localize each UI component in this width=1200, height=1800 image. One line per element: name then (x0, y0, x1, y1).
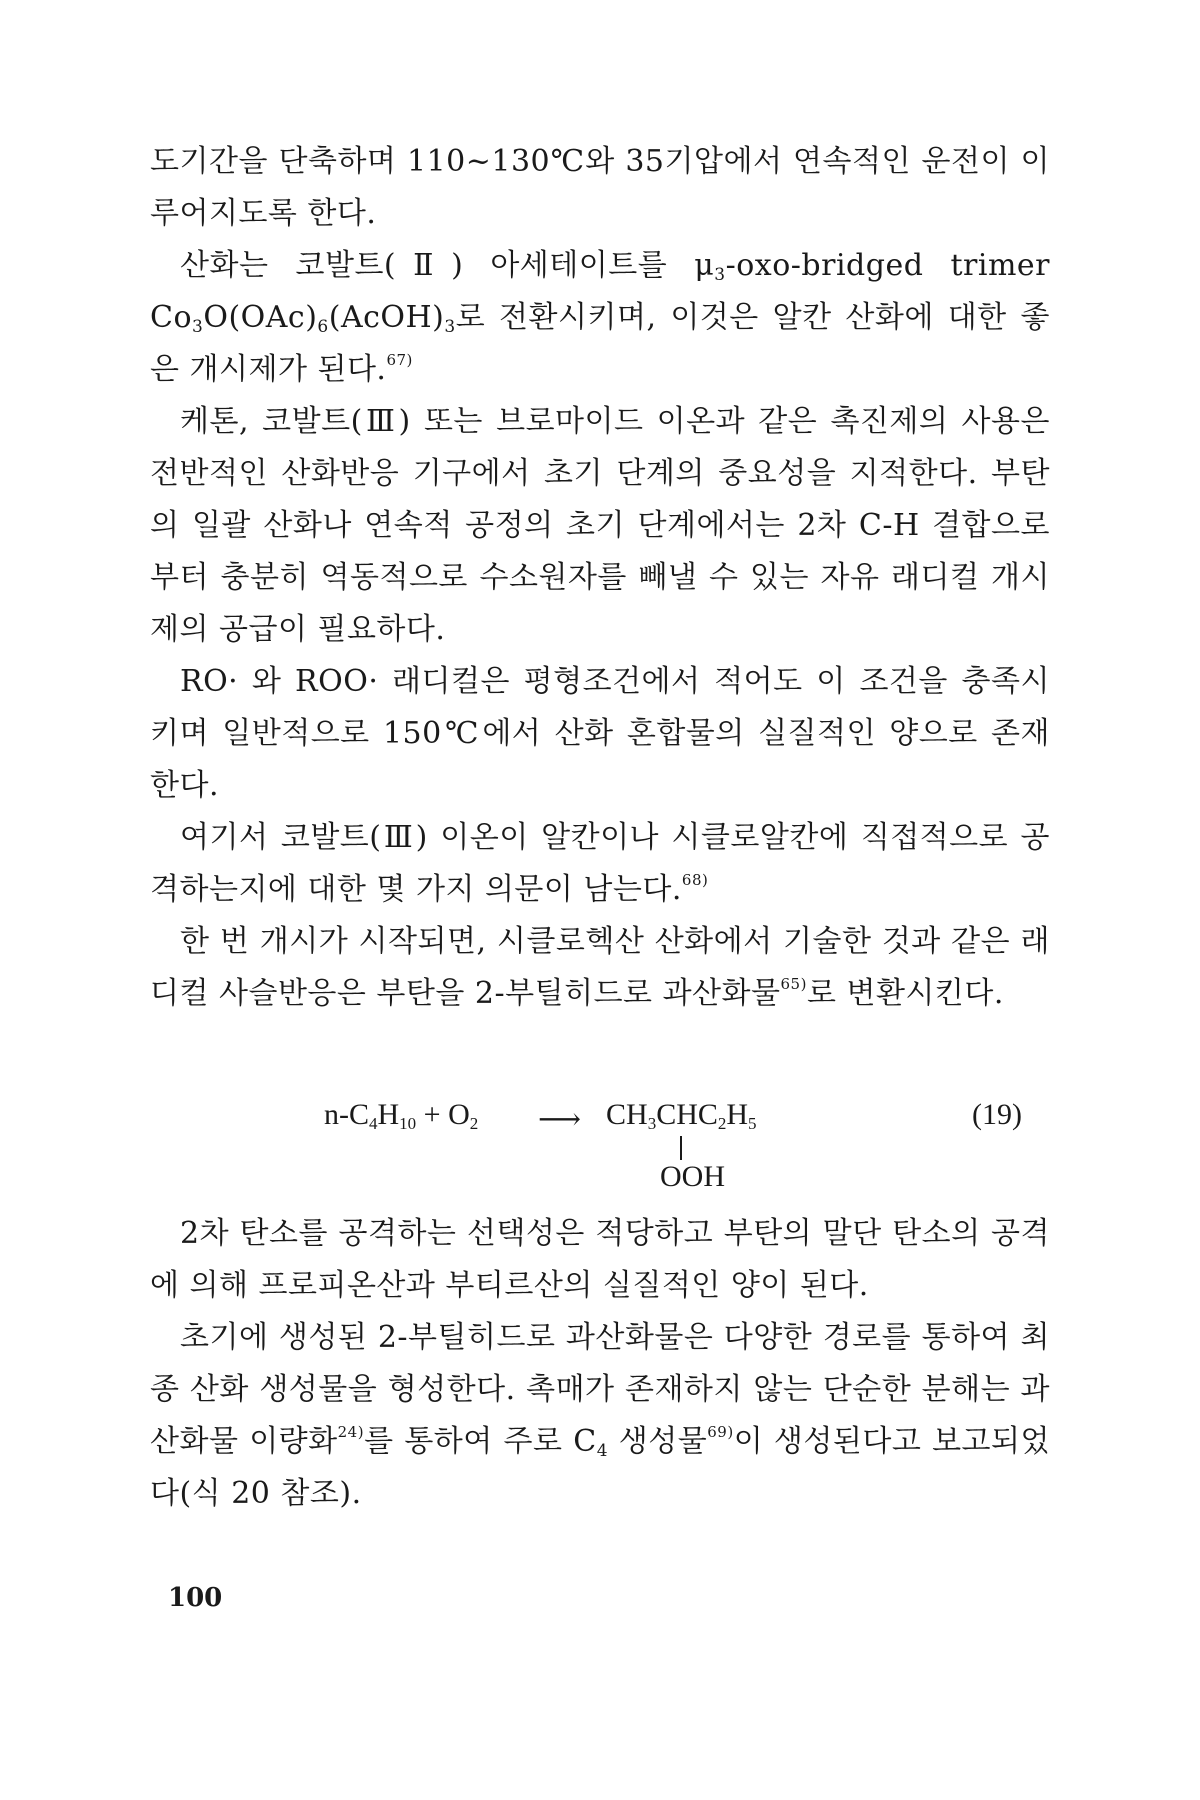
reference-superscript: 65) (780, 975, 807, 993)
subscript: 2 (717, 1114, 727, 1133)
subscript: 3 (192, 317, 204, 337)
subscript: 3 (714, 265, 726, 285)
body-text-bottom (150, 1208, 1050, 1520)
page-number: 100 (168, 1583, 223, 1613)
equation-reactants (324, 1098, 478, 1132)
reaction-arrow: ⟶ (538, 1103, 582, 1136)
text-run: 생성물 (608, 1424, 708, 1459)
subscript: 3 (647, 1114, 657, 1133)
reference-superscript: 67) (386, 351, 413, 369)
paragraph (150, 656, 1050, 812)
text-run: CH (606, 1098, 648, 1131)
text-run: + O (416, 1098, 470, 1131)
text-run: 산화는 코발트(Ⅱ) 아세테이트를 μ (180, 248, 715, 283)
text-run: H (377, 1098, 400, 1131)
subscript: 5 (748, 1114, 757, 1133)
paragraph (150, 136, 1050, 240)
text-run: H (726, 1098, 749, 1131)
subscript: 2 (469, 1114, 479, 1133)
text-run: 이 생성된다고 보고되었다(식 20 참조). (150, 1424, 1050, 1511)
text-run: RO· 와 ROO· 래디컬은 평형조건에서 적어도 이 조건을 충족시키며 일반적으로 150℃에서 산화 혼합물의 실질적인 양으로 존재한다. (150, 664, 1050, 803)
subscript: 4 (369, 1114, 378, 1133)
text-run: 로 변환시킨다. (806, 976, 1004, 1011)
subscript: 4 (596, 1441, 609, 1461)
paragraph (150, 240, 1050, 396)
paragraph (150, 1208, 1050, 1312)
body-text-top (150, 136, 1050, 1020)
text-run: 로 전환시키며, 이것은 알칸 산화에 대한 좋은 개시제가 된다. (150, 300, 1050, 387)
reference-superscript: 24) (337, 1423, 365, 1441)
subscript: 10 (399, 1114, 417, 1133)
text-run: 케톤, 코발트(Ⅲ) 또는 브로마이드 이온과 같은 촉진제의 사용은 전반적인 산화반응 기구에서 초기 단계의 중요성을 지적한다. 부탄의 일괄 산화나 연속적 공정의 초기 단계에서는 2차 C-H 결합으로부터 충분히 역동적으로 수소원자를 빼낼 수 있는 자유 래디컬 개시제의 공급이 필요하다. (150, 404, 1050, 647)
text-run: 2차 탄소를 공격하는 선택성은 적당하고 부탄의 말단 탄소의 공격에 의해 프로피온산과 부티르산의 실질적인 양이 된다. (150, 1216, 1050, 1303)
subscript: 6 (317, 317, 329, 337)
equation-substituent: OOH (660, 1160, 725, 1193)
subscript: 3 (444, 317, 456, 337)
text-run: -oxo-bridged trimer Co (150, 248, 1051, 335)
paragraph (150, 916, 1050, 1020)
single-bond-line (680, 1136, 682, 1160)
text-run: 한 번 개시가 시작되면, 시클로헥산 산화에서 기술한 것과 같은 래디컬 사슬반응은 부탄을 2-부틸히드로 과산화물 (150, 924, 1050, 1011)
text-run: n-C (324, 1098, 369, 1131)
paragraph (150, 1312, 1050, 1520)
text-run: CHC (656, 1098, 718, 1131)
text-run: 를 통하여 주로 C (364, 1424, 597, 1459)
paragraph (150, 396, 1050, 656)
text-run: 도기간을 단축하며 110~130℃와 35기압에서 연속적인 운전이 이루어지도록 한다. (150, 144, 1050, 231)
text-run: O(OAc) (203, 300, 318, 335)
reference-superscript: 68) (681, 871, 709, 889)
reference-superscript: 69) (707, 1423, 734, 1441)
equation-number: (19) (972, 1098, 1022, 1131)
text-run: 초기에 생성된 2-부틸히드로 과산화물은 다양한 경로를 통하여 최종 산화 생성물을 형성한다. 촉매가 존재하지 않는 단순한 분해는 과산화물 이량화 (150, 1320, 1050, 1459)
paragraph (150, 812, 1050, 916)
text-run: (AcOH) (328, 300, 445, 335)
text-run: 여기서 코발트(Ⅲ) 이온이 알칸이나 시클로알칸에 직접적으로 공격하는지에 대한 몇 가지 의문이 남는다. (150, 820, 1050, 907)
equation-product (606, 1098, 757, 1132)
